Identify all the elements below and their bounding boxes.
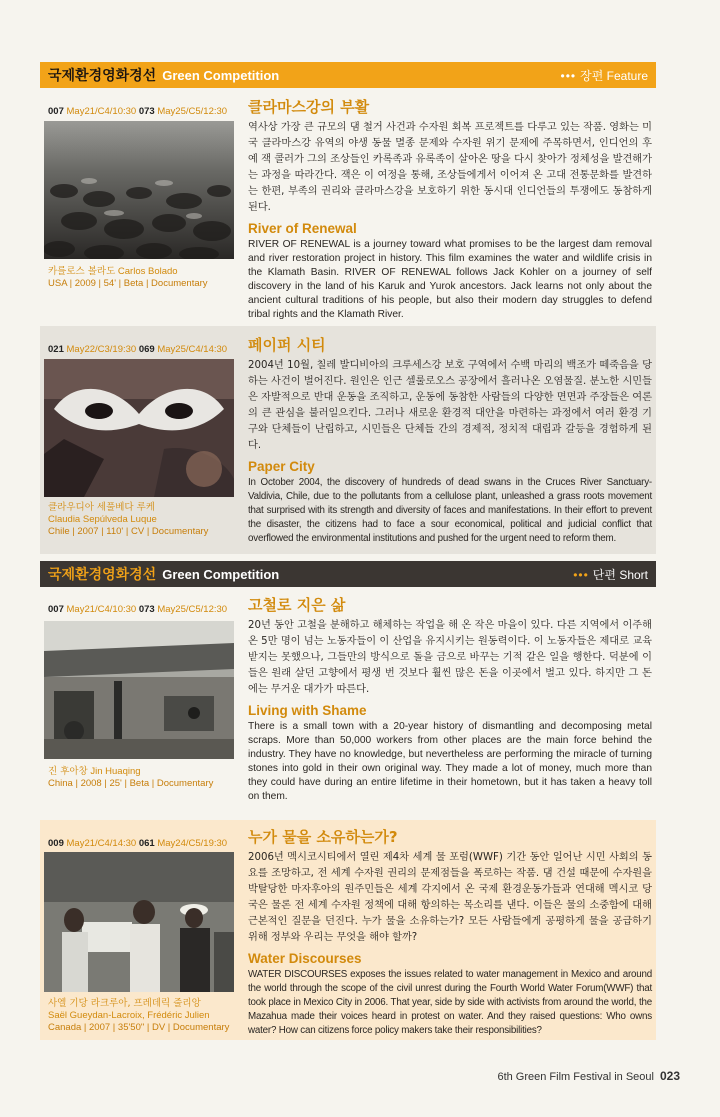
dots-icon: ••• bbox=[560, 68, 577, 83]
page-footer bbox=[497, 1069, 680, 1083]
section-title-ko: 국제환경영화경선 bbox=[48, 567, 157, 583]
synopsis-en: WATER DISCOURSES exposes the issues related to water management in Mexico and around the world through the scope of the civil unrest during the Fourth World Water Forum(WWF) that took place in Mexico City in 2006. That year, side by side with activists from around the world, the Mazahua made their voices heard in protest on water. And they raised questions: Who owns water? How can citizens force policy makers take their responsibilities? bbox=[248, 969, 652, 1036]
film-still bbox=[44, 359, 234, 497]
film-still bbox=[44, 621, 234, 759]
film-entry bbox=[40, 94, 656, 322]
film-description bbox=[248, 826, 652, 1038]
film-title-en: River of Renewal bbox=[248, 221, 357, 236]
film-description bbox=[248, 594, 652, 804]
film-credit: 카를로스 볼라도 Carlos Bolado USA | 2009 | 54' | Beta | Documentary bbox=[48, 266, 208, 289]
section-title-ko: 국제환경영화경선 bbox=[48, 68, 157, 84]
film-title-ko: 클라마스강의 부활 bbox=[248, 98, 370, 116]
synopsis-en: In October 2004, the discovery of hundreds of dead swans in the Cruces River Sanctuary-Valdivia, Chile, due to the pollutants from a cellulose plant, unleashed a grass roots movement that surprised with its strength and diversity of faces and manifestations. In their effort to prevent the disaster, the citizens had to face a sour economical, political and judicial conflict that overflowed the environmental institutions and pushed for the urgent need to reform them. bbox=[248, 477, 652, 544]
film-credit: 클라우디아 세풀베다 루케 Claudia Sepúlveda Luque Chile | 2007 | 110' | CV | Documentary bbox=[48, 502, 209, 537]
film-title-ko: 누가 물을 소유하는가? bbox=[248, 828, 398, 846]
film-credit: 진 후아창 Jin Huaqing China | 2008 | 25' | Beta | Documentary bbox=[48, 766, 214, 789]
section-category: ••• 단편 Short bbox=[573, 567, 648, 582]
synopsis-ko: 2004년 10월, 칠레 발디비아의 크루세스강 보호 구역에서 수백 마리의 백조가 떼죽음을 당하는 사건이 벌어진다. 원인은 인근 셀룰로오스 공장에서 흘러나온 오염물질. 분노한 시민들은 자발적으로 반대 운동을 조직하고, 운동에 동참한 사람들의 다양한 면면과 주장들은 여론의 큰 관심을 불러일으킨다. 그러나 새로운 환경적 대안을 마련하는 과정에서 여러 환경 기구와 단체들이 난립하고, 시민들은 단체들 간의 경제적, 정치적 대립과 갈등을 경험하게 된다. bbox=[248, 360, 652, 451]
page-number: 023 bbox=[659, 1069, 680, 1083]
film-entry bbox=[40, 326, 656, 554]
film-title-en: Paper City bbox=[248, 459, 315, 474]
film-entry bbox=[40, 592, 656, 814]
section-header-feature bbox=[40, 62, 656, 88]
film-title-ko: 페이퍼 시티 bbox=[248, 336, 326, 354]
synopsis-ko: 역사상 가장 큰 규모의 댐 철거 사건과 수자원 회복 프로젝트를 다루고 있는 작품. 영화는 미국 클라마스강 유역의 야생 동물 멸종 문제와 수자원 위기 문제에 주목하면서, 인디언의 후예 잭 콜러가 그의 조상들인 카록족과 유록족이 살아온 땅을 다시 찾아가 정체성을 발견해가는 과정을 따라간다. 잭은 이 여정을 통해, 조상들에게서 이어져 온 고대 전통문화를 발견하는 한편, 부족의 권리와 클라마스강을 보호하기 위한 동시대 인디언들의 투쟁에도 동참하게 된다. bbox=[248, 122, 652, 213]
film-description bbox=[248, 334, 652, 546]
festival-name: 6th Green Film Festival in Seoul bbox=[497, 1071, 654, 1083]
film-title-ko: 고철로 지은 삶 bbox=[248, 596, 346, 614]
film-description bbox=[248, 96, 652, 322]
section-category: ••• 장편 Feature bbox=[560, 68, 648, 83]
section-title-en: Green Competition bbox=[162, 68, 280, 83]
synopsis-ko: 20년 동안 고철을 분해하고 해체하는 작업을 해 온 작은 마을이 있다. 다른 지역에서 이주해 온 5만 명이 넘는 노동자들이 이 산업을 유지시키는 원동력이다. 이 노동자들은 제대로 교육받지는 못했으나, 그들만의 방식으로 돌을 금으로 바꾸는 기적 같은 일을 행한다. 덕분에 이들은 원래 살던 고향에서 평생 번 것보다 훨씬 많은 돈을 이곳에서 벌고 있다. 하지만 그 돈에는 무거운 대가가 따른다. bbox=[248, 620, 652, 695]
screening-schedule: 021 May22/C3/19:30 069 May25/C4/14:30 bbox=[48, 344, 228, 355]
film-still bbox=[44, 121, 234, 259]
film-title-en: Living with Shame bbox=[248, 703, 367, 718]
screening-schedule: 007 May21/C4/10:30 073 May25/C5/12:30 bbox=[48, 604, 228, 615]
screening-schedule: 007 May21/C4/10:30 073 May25/C5/12:30 bbox=[48, 106, 228, 117]
section-header-short bbox=[40, 561, 656, 587]
synopsis-ko: 2006년 멕시코시티에서 열린 제4차 세계 물 포럼(WWF) 기간 동안 일어난 시민 사회의 동요를 조망하고, 전 세계 수자원 권리의 문제점들을 폭로하는 작품. 댐 건설 때문에 수자원을 박탈당한 마자후아의 원주민들은 세계 각지에서 온 국제 환경운동가들과 연대해 멕시코 당국은 물론 전 세계 수자원 정책에 대해 항의하는 목소리를 낸다. 이들은 물의 소중함에 대해 근본적인 질문을 던진다. 누가 물을 소유하는가? 모든 사람들에게 공평하게 물을 공급하기 위해 정부와 우리는 무엇을 해야 할까? bbox=[248, 852, 652, 943]
film-credit: 사엘 기당 라크루아, 프레데릭 줄리앙 Saël Gueydan-Lacroix, Frédéric Julien Canada | 2007 | 35'50" | DV | Documentary bbox=[48, 998, 230, 1033]
film-entry bbox=[40, 820, 656, 1040]
synopsis-en: RIVER OF RENEWAL is a journey toward what promises to be the largest dam removal and river restoration project in history. This film examines the water and wildlife crisis in the Klamath Basin. RIVER OF RENEWAL follows Jack Kohler on a journey of self discovery in the land of his Karuk and Yurok ancestors. Jack learns not only about the ancient cultural traditions of his people, but also their modern day struggles to defend tribal rights and the Klamath River. bbox=[248, 239, 652, 320]
film-still bbox=[44, 852, 234, 992]
synopsis-en: There is a small town with a 20-year history of dismantling and decomposing metal scraps. More than 50,000 workers from other places are the main force behind the industry. They have no knowledge, but nevertheless are performing the miracle of turning stones into gold in their own original way. They made a lot of money, much more than they could have during an entire lifetime in their hometown, but it has taken a heavy toll on them. bbox=[248, 721, 652, 802]
section-title-en: Green Competition bbox=[162, 567, 280, 582]
film-title-en: Water Discourses bbox=[248, 951, 362, 966]
dots-icon: ••• bbox=[573, 567, 589, 582]
screening-schedule: 009 May21/C4/14:30 061 May24/C5/19:30 bbox=[48, 838, 228, 849]
